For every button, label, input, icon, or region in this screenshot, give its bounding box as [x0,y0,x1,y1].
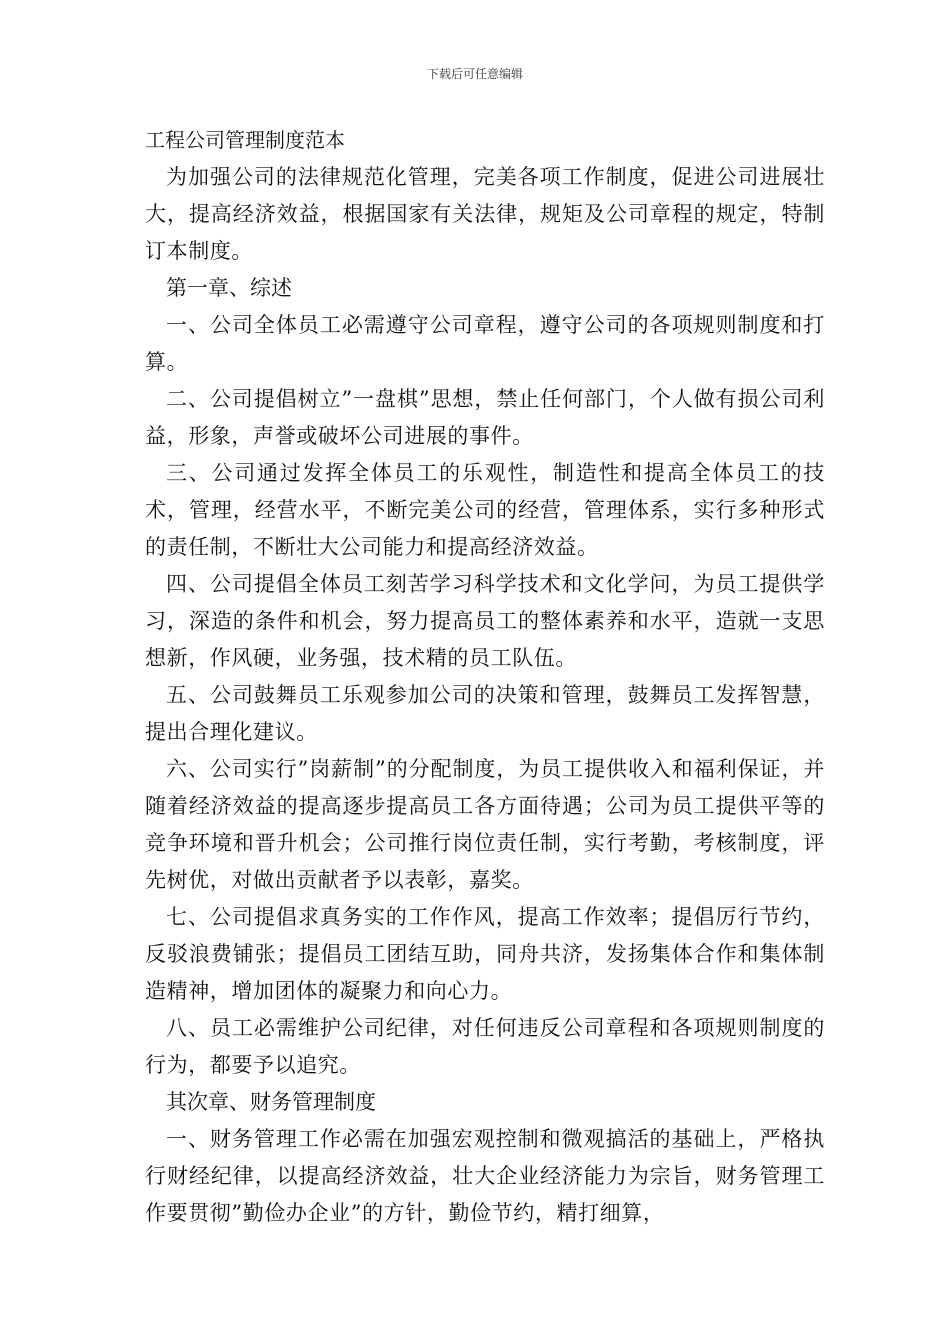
chapter-1-item-4: 四、公司提倡全体员工刻苦学习科学技术和文化学问，为员工提供学习，深造的条件和机会，努力提高员工的整体素养和水平，造就一支思想新，作风硬，业务强，技术精的员工队伍。 [145,572,825,670]
chapter-1-heading: 第一章、综述 [166,276,292,300]
chapter-1-item-1: 一、公司全体员工必需遵守公司章程，遵守公司的各项规则制度和打算。 [145,313,825,374]
intro-paragraph: 为加强公司的法律规范化管理，完美各项工作制度，促进公司进展壮大，提高经济效益，根据国家有关法律，规矩及公司章程的规定，特制订本制度。 [145,165,825,263]
chapter-1-item-5: 五、公司鼓舞员工乐观参加公司的决策和管理，鼓舞员工发挥智慧，提出合理化建议。 [145,683,825,744]
chapter-1-item-7: 七、公司提倡求真务实的工作作风，提高工作效率；提倡厉行节约，反驳浪费铺张；提倡员工团结互助，同舟共济，发扬集体合作和集体制造精神，增加团体的凝聚力和向心力。 [145,905,825,1003]
document-title: 工程公司管理制度范本 [145,128,345,152]
chapter-1-item-8: 八、员工必需维护公司纪律，对任何违反公司章程和各项规则制度的行为，都要予以追究。 [145,1016,825,1077]
page-header-note: 下载后可任意编辑 [426,67,523,81]
chapter-2-item-1: 一、财务管理工作必需在加强宏观控制和微观搞活的基础上，严格执行财经纪律，以提高经济效益，壮大企业经济能力为宗旨，财务管理工作要贯彻”勤俭办企业”的方针，勤俭节约，精打细算， [145,1127,825,1225]
chapter-1-item-6: 六、公司实行”岗薪制”的分配制度，为员工提供收入和福利保证，并随着经济效益的提高逐步提高员工各方面待遇；公司为员工提供平等的竞争环境和晋升机会；公司推行岗位责任制，实行考勤，考核制度，评先树优，对做出贡献者予以表彰，嘉奖。 [145,757,825,892]
chapter-2-heading: 其次章、财务管理制度 [166,1090,376,1114]
document-body [145,126,825,1232]
chapter-1-item-2: 二、公司提倡树立”一盘棋”思想，禁止任何部门，个人做有损公司利益，形象，声誉或破坏公司进展的事件。 [145,387,825,448]
chapter-1-item-3: 三、公司通过发挥全体员工的乐观性，制造性和提高全体员工的技术，管理，经营水平，不断完美公司的经营，管理体系，实行多种形式的责任制，不断壮大公司能力和提高经济效益。 [145,461,825,559]
